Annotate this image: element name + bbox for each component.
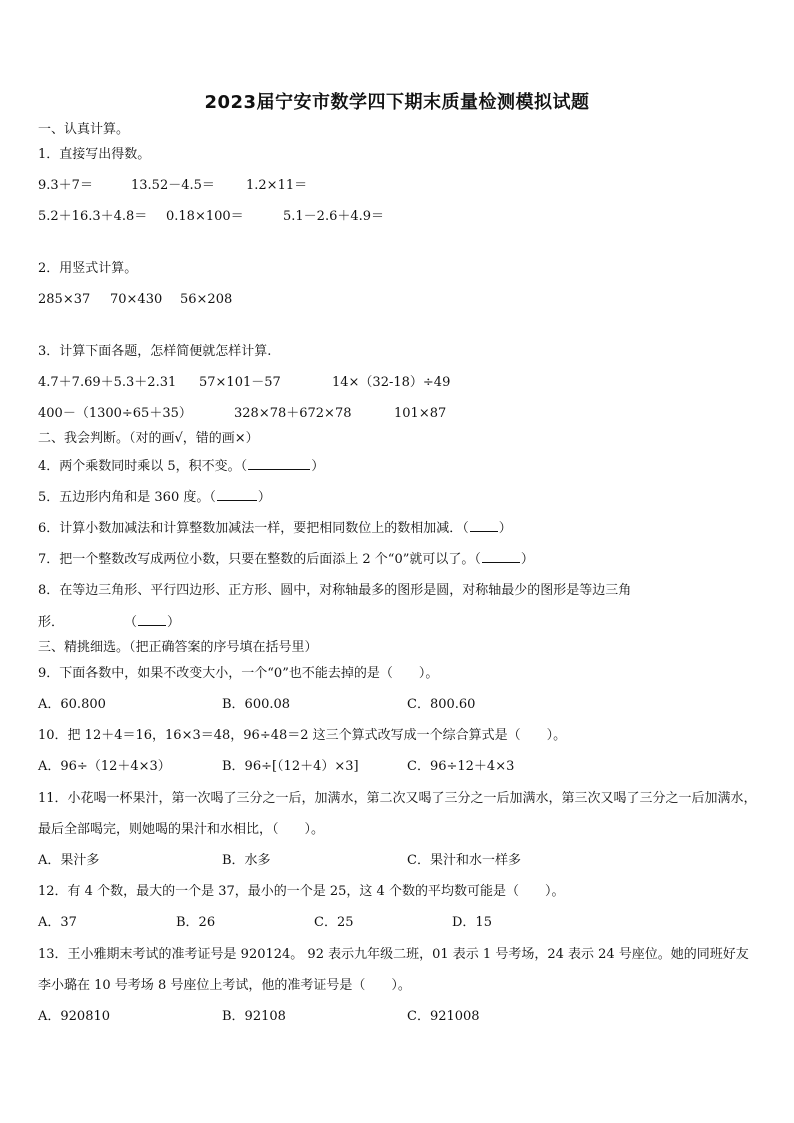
- option-d[interactable]: D．15: [452, 915, 492, 930]
- question-6: [38, 519, 512, 538]
- calc-item: 57×101－57: [199, 375, 281, 390]
- question-8-cont: [38, 613, 180, 632]
- answer-blank[interactable]: [217, 488, 257, 501]
- option-a[interactable]: A．果汁多: [38, 853, 100, 868]
- calc-item: 56×208: [180, 292, 233, 307]
- calc-item: 285×37: [38, 292, 91, 307]
- question-3: 3．计算下面各题，怎样简便就怎样计算.: [38, 344, 272, 359]
- question-6-close: ）: [498, 521, 512, 536]
- question-4: [38, 457, 324, 476]
- question-5-close: ）: [257, 490, 271, 505]
- calc-item: 5.2＋16.3＋4.8＝: [38, 209, 148, 224]
- question-13: 13．王小雅期末考试的准考证号是 920124。 92 表示九年级二班，01 表示 1 号考场，24 表示 24 号座位。她的同班好友李小璐在 10 号考场 8 号座位上考试，他的准考证号是（ ）。: [38, 947, 749, 993]
- option-c[interactable]: C．96÷12＋4×3: [407, 759, 515, 774]
- calc-item: 9.3＋7＝: [38, 178, 93, 193]
- question-5: [38, 488, 271, 507]
- calc-item: 1.2×11＝: [246, 178, 308, 193]
- answer-blank[interactable]: [138, 613, 166, 626]
- option-b[interactable]: B．92108: [222, 1009, 286, 1024]
- option-c[interactable]: C．25: [314, 915, 354, 930]
- calc-item: 400－（1300÷65＋35）: [38, 406, 192, 421]
- option-a[interactable]: A．96÷（12＋4×3）: [38, 759, 171, 774]
- option-a[interactable]: A．60.800: [38, 697, 106, 712]
- section-3-heading: 三、精挑细选。（把正确答案的序号填在括号里）: [38, 640, 318, 655]
- page-title: 2023届宁安市数学四下期末质量检测模拟试题: [204, 92, 590, 113]
- question-8-close: ）: [167, 615, 181, 630]
- question-4-text: 4．两个乘数同时乘以 5，积不变。（: [38, 459, 248, 474]
- calc-item: 101×87: [394, 406, 447, 421]
- option-a[interactable]: A．37: [38, 915, 77, 930]
- option-a[interactable]: A．920810: [38, 1009, 111, 1024]
- question-6-text: 6．计算小数加减法和计算整数加减法一样，要把相同数位上的数相加减．（: [38, 521, 469, 536]
- question-1: 1．直接写出得数。: [38, 147, 151, 162]
- section-2-heading: 二、我会判断。（对的画√，错的画×）: [38, 431, 259, 446]
- calc-item: 14×（32-18）÷49: [332, 375, 451, 390]
- question-12: 12．有 4 个数，最大的一个是 37，最小的一个是 25，这 4 个数的平均数可能是（ ）。: [38, 884, 565, 899]
- question-4-close: ）: [311, 459, 325, 474]
- calc-item: 5.1－2.6＋4.9＝: [283, 209, 385, 224]
- option-c[interactable]: C．800.60: [407, 697, 476, 712]
- question-8-open: （: [124, 615, 138, 630]
- question-9: 9．下面各数中，如果不改变大小，一个“0”也不能去掉的是（ ）。: [38, 666, 439, 681]
- option-c[interactable]: C．果汁和水一样多: [407, 853, 521, 868]
- option-b[interactable]: B．96÷[（12＋4）×3]: [222, 759, 359, 774]
- calc-item: 70×430: [110, 292, 163, 307]
- calc-item: 13.52－4.5＝: [131, 178, 215, 193]
- option-b[interactable]: B．26: [176, 915, 216, 930]
- answer-blank[interactable]: [482, 550, 520, 563]
- option-b[interactable]: B．600.08: [222, 697, 291, 712]
- section-1-heading: 一、认真计算。: [38, 122, 130, 137]
- question-2: 2．用竖式计算。: [38, 261, 138, 276]
- calc-item: 0.18×100＝: [166, 209, 244, 224]
- calc-item: 328×78＋672×78: [234, 406, 352, 421]
- question-10: 10．把 12＋4＝16，16×3＝48，96÷48＝2 这三个算式改写成一个综合算式是（ ）。: [38, 728, 567, 743]
- question-8-tail: 形．: [38, 615, 65, 630]
- option-c[interactable]: C．921008: [407, 1009, 480, 1024]
- question-7-close: ）: [520, 552, 534, 567]
- question-7: [38, 550, 534, 569]
- question-11: 11．小花喝一杯果汁，第一次喝了三分之一后，加满水，第二次又喝了三分之一后加满水，第三次又喝了三分之一后加满水，最后全部喝完，则她喝的果汁和水相比，（ ）。: [38, 791, 757, 837]
- answer-blank[interactable]: [248, 457, 310, 470]
- calc-item: 4.7＋7.69＋5.3＋2.31: [38, 375, 177, 390]
- question-5-text: 5．五边形内角和是 360 度。（: [38, 490, 216, 505]
- option-b[interactable]: B．水多: [222, 853, 271, 868]
- question-7-text: 7．把一个整数改写成两位小数，只要在整数的后面添上 2 个“0”就可以了。（: [38, 552, 481, 567]
- answer-blank[interactable]: [470, 519, 498, 532]
- question-8: 8．在等边三角形、平行四边形、正方形、圆中，对称轴最多的图形是圆，对称轴最少的图形是等边三角: [38, 583, 632, 598]
